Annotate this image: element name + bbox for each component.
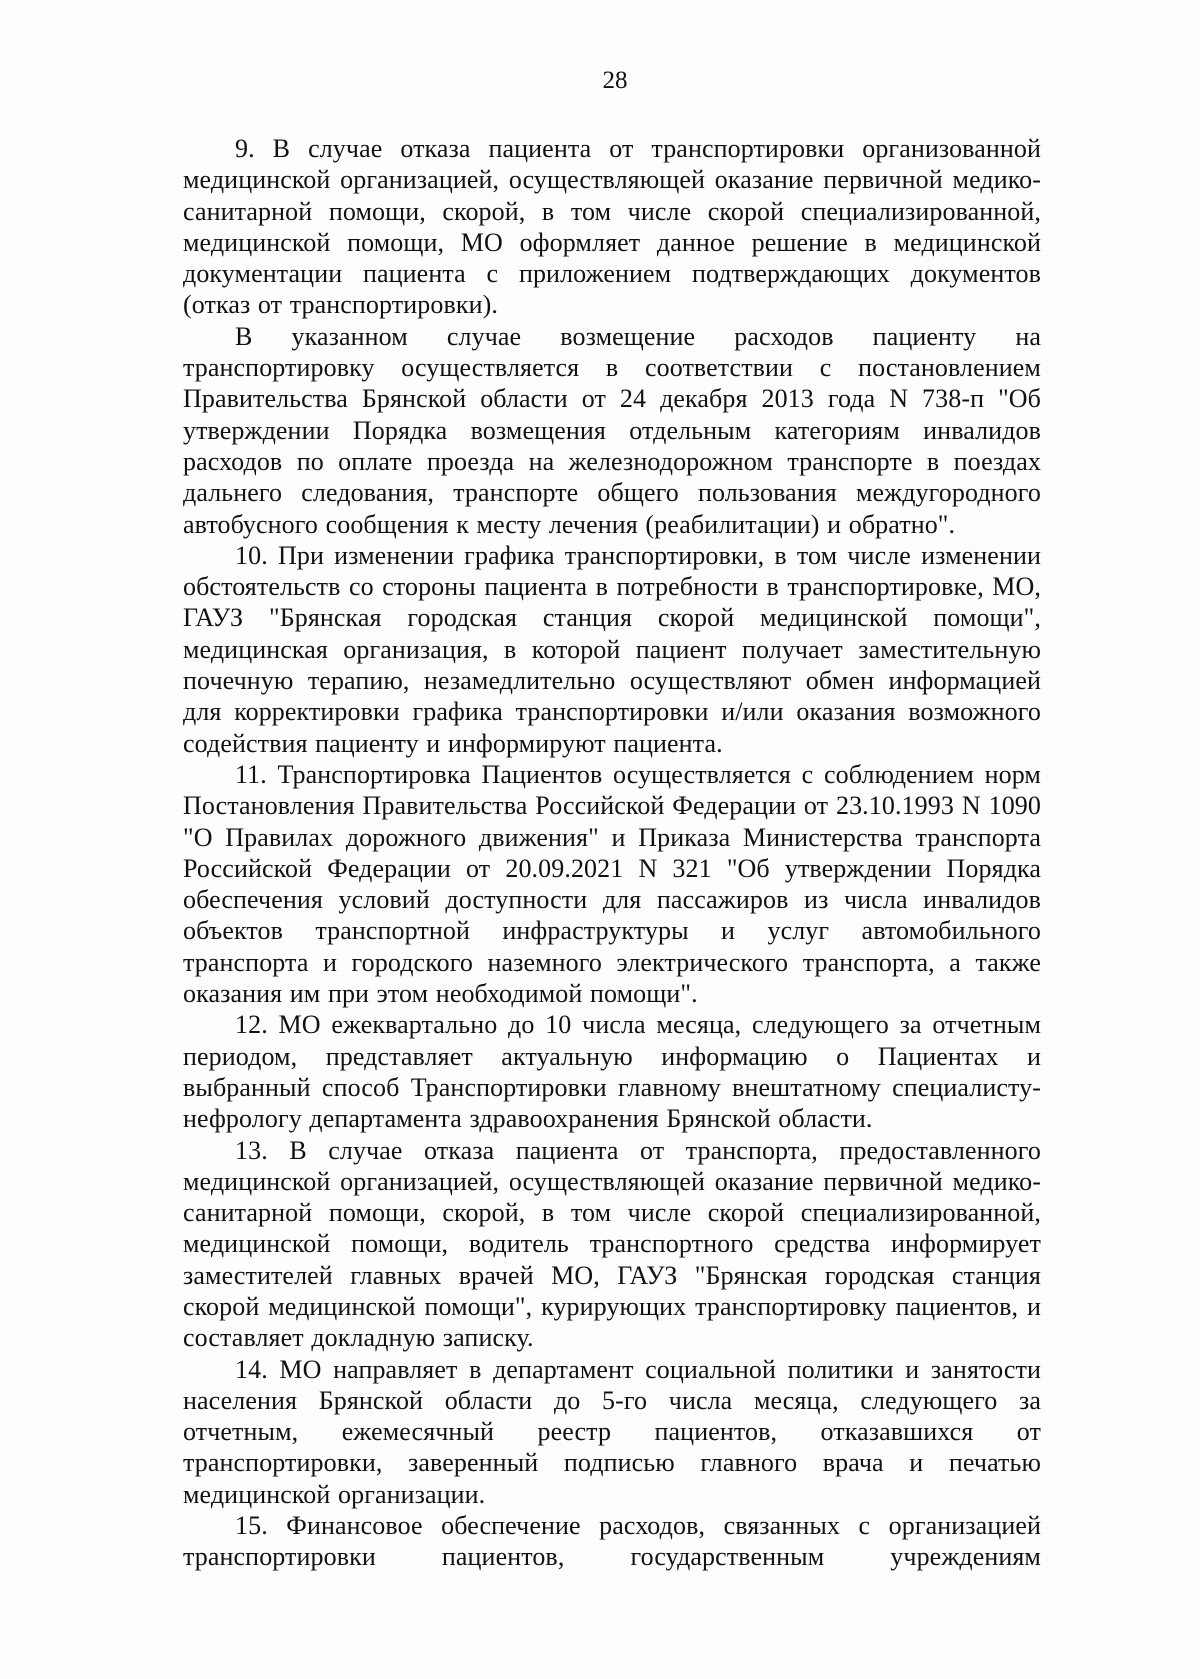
page-number: 28 xyxy=(602,67,628,94)
paragraph-13: 13. В случае отказа пациента от транспорта, предоставленного медицинской организацией, осуществляющей оказание первичной медико-санитарной помощи, скорой, в том числе скорой специализированной, медицинской помощи, водитель транспортного средства информирует заместителей главных врачей МО, ГАУЗ "Брянская городская станция скорой медицинской помощи", курирующих транспортировку пациентов, и составляет докладную записку. xyxy=(183,1135,1041,1353)
paragraph-14: 14. МО направляет в департамент социальной политики и занятости населения Брянской области до 5-го числа месяца, следующего за отчетным, ежемесячный реестр пациентов, отказавшихся от транспортировки, заверенный подписью главного врача и печатью медицинской организации. xyxy=(183,1354,1041,1509)
paragraph-9-continuation: В указанном случае возмещение расходов пациенту на транспортировку осуществляется в соответствии с постановлением Правительства Брянской области от 24 декабря 2013 года N 738-п "Об утверждении Порядка возмещения отдельным категориям инвалидов расходов по оплате проезда на железнодорожном транспорте в поездах дальнего следования, транспорте общего пользования междугородного автобусного сообщения к месту лечения (реабилитации) и обратно". xyxy=(183,321,1041,539)
document-body xyxy=(183,133,1041,1573)
paragraph-9: 9. В случае отказа пациента от транспортировки организованной медицинской организацией, осуществляющей оказание первичной медико-санитарной помощи, скорой, в том числе скорой специализированной, медицинской помощи, МО оформляет данное решение в медицинской документации пациента с приложением подтверждающих документов (отказ от транспортировки). xyxy=(183,134,1041,320)
paragraph-12: 12. МО ежеквартально до 10 числа месяца, следующего за отчетным периодом, представляет актуальную информацию о Пациентах и выбранный способ Транспортировки главному внештатному специалисту-нефрологу департамента здравоохранения Брянской области. xyxy=(183,1010,1041,1134)
paragraph-15: 15. Финансовое обеспечение расходов, связанных с организацией транспортировки пациентов, государственным учреждениям xyxy=(183,1511,1041,1572)
paragraph-10: 10. При изменении графика транспортировки, в том числе изменении обстоятельств со стороны пациента в потребности в транспортировке, МО, ГАУЗ "Брянская городская станция скорой медицинской помощи", медицинская организация, в которой пациент получает заместительную почечную терапию, незамедлительно осуществляют обмен информацией для корректировки графика транспортировки и/или оказания возможного содействия пациенту и информируют пациента. xyxy=(183,540,1041,758)
paragraph-11: 11. Транспортировка Пациентов осуществляется с соблюдением норм Постановления Правительства Российской Федерации от 23.10.1993 N 1090 "О Правилах дорожного движения" и Приказа Министерства транспорта Российской Федерации от 20.09.2021 N 321 "Об утверждении Порядка обеспечения условий доступности для пассажиров из числа инвалидов объектов транспортной инфраструктуры и услуг автомобильного транспорта и городского наземного электрического транспорта, а также оказания им при этом необходимой помощи". xyxy=(183,759,1041,1009)
